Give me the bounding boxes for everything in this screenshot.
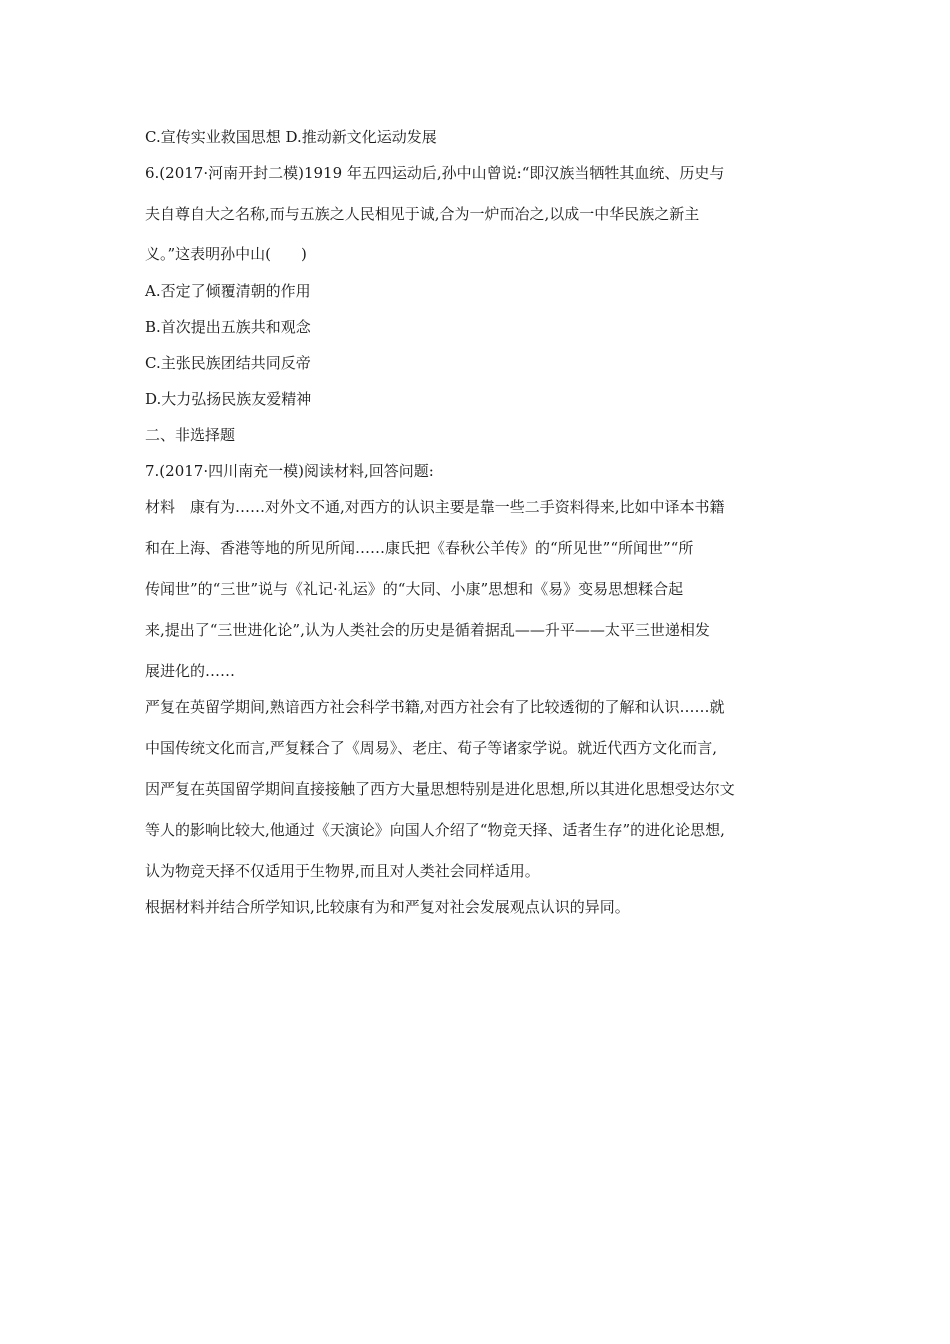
material-line-7: 中国传统文化而言,严复糅合了《周易》、老庄、荀子等诸家学说。就近代西方文化而言, (145, 739, 718, 757)
material-line-1: 材料 康有为……对外文不通,对西方的认识主要是靠一些二手资料得来,比如中译本书籍 (145, 498, 725, 516)
question-6-option-a: A.否定了倾覆清朝的作用 (145, 282, 311, 300)
option-c-d-line: C.宣传实业救国思想 D.推动新文化运动发展 (145, 128, 437, 146)
material-line-3: 传闻世”的“三世”说与《礼记·礼运》的“大同、小康”思想和《易》变易思想糅合起 (145, 580, 684, 598)
question-6-stem-line-2: 夫自尊自大之名称,而与五族之人民相见于诚,合为一炉而冶之,以成一中华民族之新主 (145, 205, 700, 223)
section-heading: 二、非选择题 (145, 426, 236, 444)
question-6-stem-line-3: 义。”这表明孙中山( ) (145, 245, 307, 263)
material-line-6: 严复在英留学期间,熟谙西方社会科学书籍,对西方社会有了比较透彻的了解和认识……就 (145, 698, 725, 716)
question-7-stem: 7.(2017·四川南充一模)阅读材料,回答问题: (145, 462, 434, 480)
material-line-10: 认为物竞天择不仅适用于生物界,而且对人类社会同样适用。 (145, 862, 540, 880)
material-line-9: 等人的影响比较大,他通过《天演论》向国人介绍了“物竞天择、适者生存”的进化论思想, (145, 821, 725, 839)
material-line-5: 展进化的…… (145, 662, 236, 680)
question-6-option-d: D.大力弘扬民族友爱精神 (145, 390, 312, 408)
question-6-option-c: C.主张民族团结共同反帝 (145, 354, 311, 372)
material-line-4: 来,提出了“三世进化论”,认为人类社会的历史是循着据乱——升平——太平三世递相发 (145, 621, 710, 639)
material-line-8: 因严复在英国留学期间直接接触了西方大量思想特别是进化思想,所以其进化思想受达尔文 (145, 780, 735, 798)
material-line-2: 和在上海、香港等地的所见所闻……康氏把《春秋公羊传》的“所见世”“所闻世”“所 (145, 539, 694, 557)
question-6-stem-line-1: 6.(2017·河南开封二模)1919 年五四运动后,孙中山曾说:“即汉族当牺牲其血统、历史与 (145, 164, 725, 182)
question-7-prompt: 根据材料并结合所学知识,比较康有为和严复对社会发展观点认识的异同。 (145, 898, 630, 916)
question-6-option-b: B.首次提出五族共和观念 (145, 318, 311, 336)
